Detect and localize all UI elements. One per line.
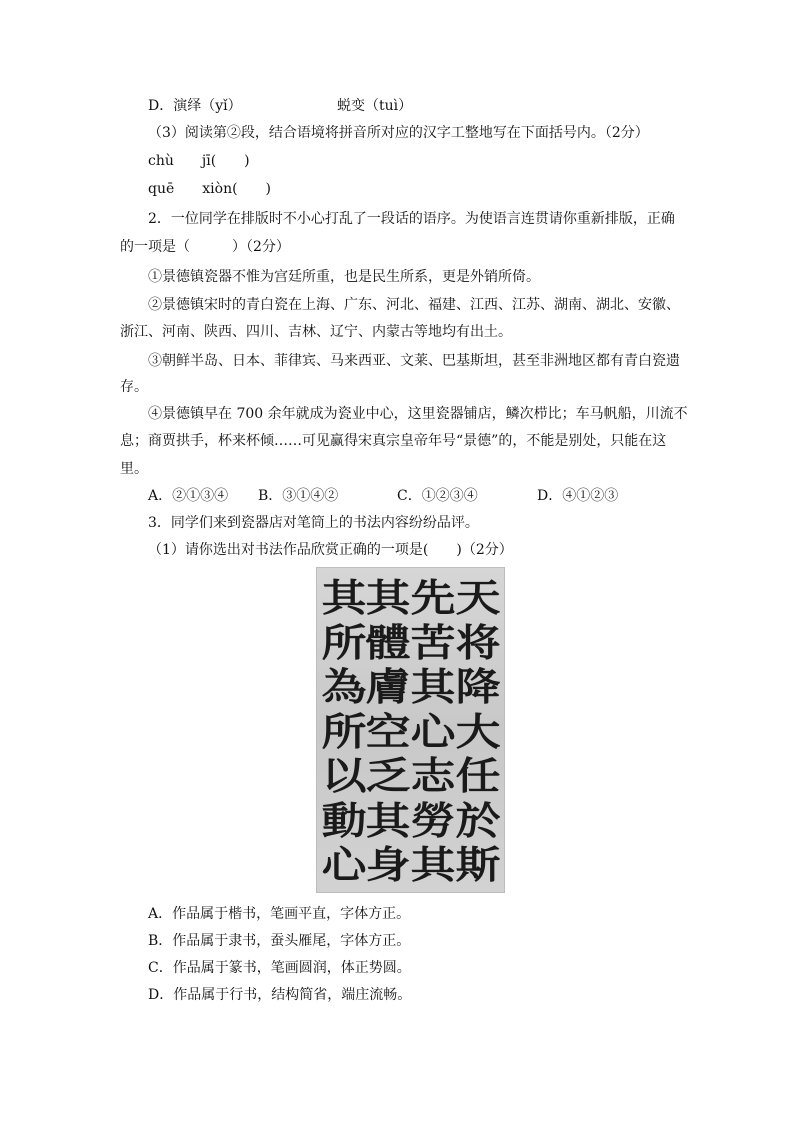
q2-option-b: B．③①④② [258, 488, 339, 504]
calligraphy-char: 先 [410, 575, 456, 620]
calligraphy-char: 身 [365, 842, 411, 887]
question-2-stem: 2．一位同学在排版时不小心打乱了一段话的语序。为使语言连贯请你重新排版，正确 [148, 211, 675, 227]
calligraphy-column-4 [321, 576, 367, 888]
q3-option-a: A．作品属于楷书，笔画平直，字体方正。 [148, 906, 411, 922]
sentence-2: ②景德镇宋时的青白瓷在上海、广东、河北、福建、江西、江苏、湖南、湖北、安徽、 [148, 297, 680, 313]
calligraphy-char: 於 [455, 797, 501, 843]
option-d-second-word: 蜕变（tuì） [337, 98, 413, 114]
calligraphy-char: 心 [321, 842, 367, 887]
q2-option-d: D．④①②③ [537, 488, 619, 504]
q2-option-a: A．②①③④ [148, 488, 229, 504]
q2-option-c: C．①②③④ [397, 488, 478, 504]
q3-option-c: C．作品属于篆书，笔画圆润，体正势圆。 [148, 960, 411, 976]
calligraphy-char: 任 [455, 753, 501, 798]
sentence-2-cont: 浙江、河南、陕西、四川、吉林、辽宁、内蒙古等地均有出土。 [120, 324, 512, 340]
calligraphy-char: 大 [455, 708, 501, 754]
sentence-4-cont2: 里。 [120, 461, 148, 477]
calligraphy-char: 其 [321, 575, 367, 620]
calligraphy-char: 空 [365, 708, 411, 754]
calligraphy-char: 其 [365, 575, 411, 620]
question-2-stem-cont: 的一项是（ ）（2分） [120, 239, 290, 255]
calligraphy-char: 以 [321, 753, 367, 798]
sentence-4: ④景德镇早在 700 余年就成为瓷业中心，这里瓷器铺店，鳞次栉比；车马帆船，川流不 [148, 406, 688, 422]
calligraphy-char: 天 [455, 575, 501, 620]
pinyin-line-2: quē xiòn( ) [148, 181, 272, 197]
calligraphy-char: 所 [321, 619, 367, 665]
calligraphy-char: 降 [455, 664, 501, 709]
calligraphy-char: 斯 [455, 842, 501, 887]
calligraphy-char: 其 [410, 842, 456, 887]
sentence-3-cont: 存。 [120, 379, 148, 395]
calligraphy-char: 勞 [410, 797, 456, 843]
calligraphy-char: 體 [365, 619, 411, 665]
calligraphy-char: 為 [321, 664, 367, 709]
option-d-text: D．演绎（yǐ） [148, 98, 242, 114]
question-3-1: （1）请你选出对书法作品欣赏正确的一项是( )（2分） [148, 542, 513, 558]
calligraphy-image [316, 567, 505, 893]
calligraphy-char: 心 [410, 708, 456, 754]
calligraphy-column-2 [410, 576, 456, 888]
question-1-3: （3）阅读第②段，结合语境将拼音所对应的汉字工整地写在下面括号内。（2分） [148, 125, 649, 141]
sentence-1: ①景德镇瓷器不惟为宫廷所重，也是民生所系，更是外销所倚。 [148, 269, 540, 285]
option-d-line [148, 96, 242, 116]
calligraphy-char: 乏 [365, 753, 411, 798]
question-3-stem: 3．同学们来到瓷器店对笔筒上的书法内容纷纷品评。 [148, 515, 479, 531]
calligraphy-char: 苦 [410, 619, 456, 665]
pinyin-line-1: chù jī( ) [148, 153, 250, 169]
calligraphy-char: 膚 [365, 664, 411, 709]
sentence-4-cont1: 息；商贾拱手，杯来杯倾……可见赢得宋真宗皇帝年号“景德”的，不能是别处，只能在这 [120, 433, 667, 449]
calligraphy-char: 志 [410, 753, 456, 798]
q3-option-b: B．作品属于隶书，蚕头雁尾，字体方正。 [148, 933, 411, 949]
calligraphy-char: 其 [365, 797, 411, 843]
calligraphy-column-3 [365, 576, 411, 888]
sentence-3: ③朝鲜半岛、日本、菲律宾、马来西亚、文莱、巴基斯坦，甚至非洲地区都有青白瓷遗 [148, 353, 680, 369]
calligraphy-char: 将 [455, 619, 501, 665]
calligraphy-char: 所 [321, 708, 367, 754]
calligraphy-char: 動 [321, 797, 367, 843]
calligraphy-column-1 [455, 576, 501, 888]
calligraphy-char: 其 [410, 664, 456, 709]
q3-option-d: D．作品属于行书，结构简省，端庄流畅。 [148, 987, 412, 1003]
